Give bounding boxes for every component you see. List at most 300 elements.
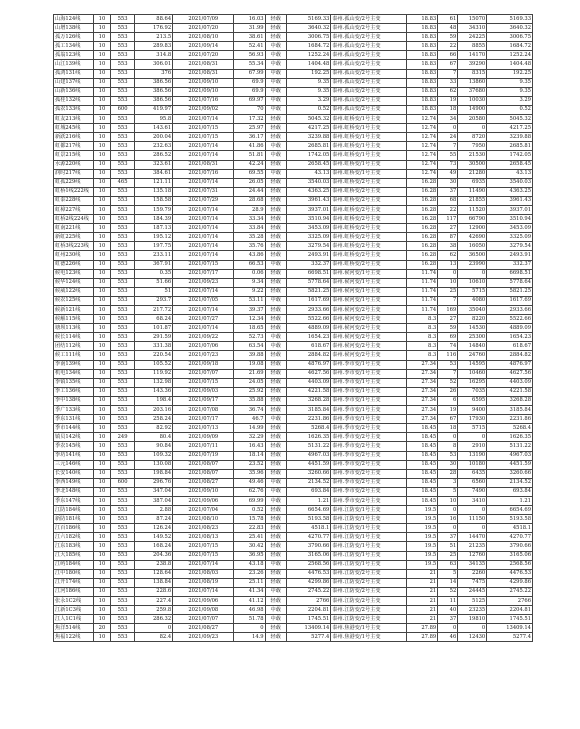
cell-load-rate: 46.7 xyxy=(234,415,265,424)
cell-transformer-load: 27.89 xyxy=(407,633,438,642)
table-row xyxy=(54,78,533,87)
cell-transformer-load: 21 xyxy=(407,606,438,615)
cell-available-capacity: 1742.05 xyxy=(286,151,331,160)
cell-line-name: 季北148线 xyxy=(54,487,94,496)
cell-line-name: 季南139线 xyxy=(54,360,94,369)
cell-voltage: 10 xyxy=(94,606,111,615)
cell-user-capacity: 7475 xyxy=(458,578,487,587)
cell-load-rate: 31.99 xyxy=(234,24,265,33)
cell-max-load: 220.54 xyxy=(135,351,173,360)
cell-load-status: 中载 xyxy=(265,60,286,69)
cell-date: 2021/07/31 xyxy=(173,187,234,196)
cell-transformer: 泰州.季市变/2号主变 xyxy=(331,496,407,505)
cell-available-capacity: 5131.22 xyxy=(286,442,331,451)
cell-rated-capacity: 553 xyxy=(110,306,135,315)
cell-load-rate: 16.03 xyxy=(234,15,265,24)
cell-user-count: 52 xyxy=(438,587,458,596)
cell-transformer: 泰州.江防变/1号主变 xyxy=(331,551,407,560)
cell-date: 2021/09/02 xyxy=(173,105,234,114)
cell-transformer-load: 21 xyxy=(407,597,438,606)
cell-transformer-load: 19.5 xyxy=(407,533,438,542)
cell-transformer: 泰州.季市变/1号主变 xyxy=(331,369,407,378)
cell-voltage: 10 xyxy=(94,33,111,42)
cell-user-capacity: 3410 xyxy=(458,496,487,505)
cell-voltage: 10 xyxy=(94,169,111,178)
cell-user-count: 5 xyxy=(438,487,458,496)
cell-transformer-load: 27.34 xyxy=(407,369,438,378)
cell-transformer: 泰州.候河变/2号主变 xyxy=(331,315,407,324)
cell-load-status: 轻载 xyxy=(265,115,286,124)
cell-rated-capacity: 553 xyxy=(110,315,135,324)
cell-voltage: 10 xyxy=(94,196,111,205)
cell-spare-capacity: 5268.4 xyxy=(487,424,533,433)
table-row xyxy=(54,169,533,178)
cell-user-count: 22 xyxy=(438,205,458,214)
cell-user-count: 0 xyxy=(438,269,458,278)
cell-user-count: 28 xyxy=(438,469,458,478)
cell-load-status: 中载 xyxy=(265,296,286,305)
cell-voltage: 10 xyxy=(94,415,111,424)
cell-line-name: 季中138线 xyxy=(54,396,94,405)
cell-available-capacity: 4876.97 xyxy=(286,360,331,369)
cell-load-rate: 35.88 xyxy=(234,396,265,405)
cell-rated-capacity: 553 xyxy=(110,42,135,51)
cell-load-status: 轻载 xyxy=(265,442,286,451)
cell-transformer-load: 18.83 xyxy=(407,24,438,33)
cell-load-status: 中载 xyxy=(265,169,286,178)
cell-rated-capacity: 553 xyxy=(110,269,135,278)
cell-voltage: 10 xyxy=(94,597,111,606)
cell-spare-capacity: 4518.1 xyxy=(487,524,533,533)
cell-spare-capacity: 2766 xyxy=(487,597,533,606)
cell-user-capacity: 0 xyxy=(458,433,487,442)
cell-available-capacity: 3325.09 xyxy=(286,233,331,242)
cell-load-status: 中载 xyxy=(265,478,286,487)
cell-transformer: 泰州.焦港变/1号主变 xyxy=(331,633,407,642)
cell-load-status: 中载 xyxy=(265,105,286,114)
cell-load-rate: 46.98 xyxy=(234,606,265,615)
cell-rated-capacity: 553 xyxy=(110,87,135,96)
cell-max-load: 384.61 xyxy=(135,169,173,178)
cell-available-capacity: 5193.58 xyxy=(286,515,331,524)
cell-user-count: 74 xyxy=(438,342,458,351)
cell-date: 2021/09/08 xyxy=(173,606,234,615)
cell-spare-capacity: 1626.35 xyxy=(487,433,533,442)
cell-user-count: 61 xyxy=(438,15,458,24)
cell-rated-capacity: 553 xyxy=(110,624,135,633)
cell-user-capacity: 23235 xyxy=(458,606,487,615)
cell-voltage: 10 xyxy=(94,96,111,105)
cell-max-load: 121.11 xyxy=(135,178,173,187)
cell-user-capacity: 0 xyxy=(458,124,487,133)
cell-voltage: 10 xyxy=(94,296,111,305)
cell-user-count: 52 xyxy=(438,378,458,387)
cell-load-status: 轻载 xyxy=(265,396,286,405)
cell-date: 2021/07/14 xyxy=(173,242,234,251)
cell-voltage: 10 xyxy=(94,533,111,542)
cell-voltage: 10 xyxy=(94,115,111,124)
cell-rated-capacity: 553 xyxy=(110,160,135,169)
cell-load-rate: 69.9 xyxy=(234,78,265,87)
cell-user-capacity: 21530 xyxy=(458,151,487,160)
table-row xyxy=(54,396,533,405)
cell-date: 2021/07/19 xyxy=(173,451,234,460)
cell-user-capacity: 8315 xyxy=(458,69,487,78)
cell-transformer-load: 12.74 xyxy=(407,169,438,178)
cell-transformer-load: 16.28 xyxy=(407,233,438,242)
cell-rated-capacity: 553 xyxy=(110,60,135,69)
cell-available-capacity: 1654.23 xyxy=(286,333,331,342)
cell-max-load: 159.79 xyxy=(135,205,173,214)
cell-available-capacity: 2493.91 xyxy=(286,251,331,260)
cell-user-count: 87 xyxy=(438,233,458,242)
cell-voltage: 10 xyxy=(94,24,111,33)
cell-spare-capacity: 3790.66 xyxy=(487,542,533,551)
cell-voltage: 10 xyxy=(94,260,111,269)
cell-transformer-load: 18.45 xyxy=(407,433,438,442)
cell-date: 2021/07/07 xyxy=(173,369,234,378)
cell-voltage: 10 xyxy=(94,406,111,415)
cell-line-name: 虹景215线 xyxy=(54,151,94,160)
table-row xyxy=(54,233,533,242)
cell-transformer: 泰州.孤山变/2号主变 xyxy=(331,105,407,114)
cell-rated-capacity: 553 xyxy=(110,569,135,578)
cell-line-name: 虹德226线 xyxy=(54,260,94,269)
cell-transformer-load: 18.83 xyxy=(407,33,438,42)
cell-available-capacity: 3540.03 xyxy=(286,178,331,187)
cell-transformer-load: 11.74 xyxy=(407,278,438,287)
cell-date: 2021/09/03 xyxy=(173,387,234,396)
cell-spare-capacity: 1252.24 xyxy=(487,51,533,60)
cell-available-capacity: 5522.66 xyxy=(286,315,331,324)
cell-line-name: 江新1C3线 xyxy=(54,606,94,615)
cell-spare-capacity: 693.84 xyxy=(487,487,533,496)
cell-date: 2021/07/15 xyxy=(173,542,234,551)
cell-transformer-load: 27.34 xyxy=(407,378,438,387)
cell-spare-capacity: 3260.66 xyxy=(487,469,533,478)
cell-load-status: 中载 xyxy=(265,487,286,496)
cell-load-status: 轻载 xyxy=(265,205,286,214)
cell-voltage: 10 xyxy=(94,78,111,87)
cell-voltage: 10 xyxy=(94,633,111,642)
cell-line-name: 候工111线 xyxy=(54,351,94,360)
cell-date: 2021/08/31 xyxy=(173,69,234,78)
cell-date: 2021/07/15 xyxy=(173,551,234,560)
cell-max-load: 126.24 xyxy=(135,524,173,533)
cell-transformer: 泰州.季市变/1号主变 xyxy=(331,415,407,424)
cell-load-status: 轻载 xyxy=(265,469,286,478)
cell-voltage: 10 xyxy=(94,378,111,387)
cell-rated-capacity: 249 xyxy=(110,433,135,442)
cell-user-count: 18 xyxy=(438,424,458,433)
cell-max-load: 286.52 xyxy=(135,151,173,160)
cell-user-capacity: 7490 xyxy=(458,487,487,496)
cell-rated-capacity: 553 xyxy=(110,151,135,160)
cell-line-name: 季农145线 xyxy=(54,442,94,451)
cell-transformer: 泰州.虹桥变/2号主变 xyxy=(331,224,407,233)
cell-line-name: 江六182线 xyxy=(54,533,94,542)
cell-line-name: 虹桥1线222线 xyxy=(54,187,94,196)
cell-voltage: 10 xyxy=(94,133,111,142)
cell-rated-capacity: 553 xyxy=(110,587,135,596)
cell-spare-capacity: 1684.72 xyxy=(487,42,533,51)
cell-load-status: 中载 xyxy=(265,96,286,105)
cell-max-load: 88.64 xyxy=(135,15,173,24)
cell-max-load: 238.8 xyxy=(135,560,173,569)
cell-load-status: 中载 xyxy=(265,142,286,151)
cell-date: 2021/08/23 xyxy=(173,524,234,533)
cell-voltage: 10 xyxy=(94,324,111,333)
cell-max-load: 258.24 xyxy=(135,415,173,424)
table-row xyxy=(54,415,533,424)
cell-available-capacity: 3790.66 xyxy=(286,542,331,551)
cell-voltage: 10 xyxy=(94,587,111,596)
cell-user-capacity: 14470 xyxy=(458,533,487,542)
cell-load-rate: 66.53 xyxy=(234,260,265,269)
cell-user-capacity: 24760 xyxy=(458,351,487,360)
table-row xyxy=(54,187,533,196)
cell-load-rate: 30.42 xyxy=(234,542,265,551)
cell-rated-capacity: 553 xyxy=(110,396,135,405)
cell-spare-capacity: 4476.53 xyxy=(487,569,533,578)
table-row xyxy=(54,387,533,396)
cell-load-rate: 25.92 xyxy=(234,387,265,396)
cell-max-load: 386.56 xyxy=(135,96,173,105)
cell-user-count: 16 xyxy=(438,515,458,524)
cell-voltage: 10 xyxy=(94,269,111,278)
cell-rated-capacity: 553 xyxy=(110,196,135,205)
cell-user-count: 48 xyxy=(438,24,458,33)
cell-user-count: 37 xyxy=(438,187,458,196)
cell-user-count: 68 xyxy=(438,196,458,205)
cell-max-load: 168.24 xyxy=(135,542,173,551)
cell-spare-capacity: 2745.22 xyxy=(487,587,533,596)
cell-date: 2021/07/29 xyxy=(173,196,234,205)
cell-transformer-load: 12.74 xyxy=(407,133,438,142)
table-row xyxy=(54,433,533,442)
cell-spare-capacity: 1404.48 xyxy=(487,60,533,69)
cell-user-capacity: 30500 xyxy=(458,160,487,169)
cell-rated-capacity: 553 xyxy=(110,460,135,469)
cell-line-name: 江大185线 xyxy=(54,551,94,560)
cell-user-capacity: 66790 xyxy=(458,215,487,224)
cell-date: 2021/07/14 xyxy=(173,224,234,233)
cell-load-rate: 51.81 xyxy=(234,151,265,160)
cell-rated-capacity: 553 xyxy=(110,424,135,433)
cell-load-rate: 12.34 xyxy=(234,315,265,324)
cell-line-name: 塘坝113线 xyxy=(54,324,94,333)
cell-available-capacity: 3937.01 xyxy=(286,205,331,214)
cell-date: 2021/08/10 xyxy=(173,33,234,42)
cell-spare-capacity: 3006.75 xyxy=(487,33,533,42)
cell-date: 2021/09/23 xyxy=(173,633,234,642)
cell-available-capacity: 2685.81 xyxy=(286,142,331,151)
cell-voltage: 10 xyxy=(94,460,111,469)
cell-available-capacity: 9.35 xyxy=(286,87,331,96)
cell-available-capacity: 6698.51 xyxy=(286,269,331,278)
cell-user-count: 14 xyxy=(438,578,458,587)
cell-load-status: 轻载 xyxy=(265,424,286,433)
cell-load-rate: 36.74 xyxy=(234,406,265,415)
cell-transformer: 泰州.虹桥变/2号主变 xyxy=(331,215,407,224)
table-row xyxy=(54,315,533,324)
cell-rated-capacity: 553 xyxy=(110,606,135,615)
cell-date: 2021/07/20 xyxy=(173,51,234,60)
cell-spare-capacity: 2933.66 xyxy=(487,306,533,315)
cell-max-load: 130.08 xyxy=(135,460,173,469)
cell-voltage: 10 xyxy=(94,351,111,360)
cell-spare-capacity: 3453.09 xyxy=(487,224,533,233)
cell-transformer: 泰州.季市变/2号主变 xyxy=(331,487,407,496)
cell-available-capacity: 1404.48 xyxy=(286,60,331,69)
cell-date: 2021/08/13 xyxy=(173,533,234,542)
cell-load-status: 轻载 xyxy=(265,187,286,196)
cell-transformer: 泰州.虹桥变/1号主变 xyxy=(331,133,407,142)
cell-transformer: 泰州.孤山变/2号主变 xyxy=(331,69,407,78)
cell-spare-capacity: 2568.56 xyxy=(487,560,533,569)
cell-transformer-load: 18.45 xyxy=(407,451,438,460)
cell-rated-capacity: 553 xyxy=(110,251,135,260)
cell-user-count: 25 xyxy=(438,551,458,560)
cell-rated-capacity: 553 xyxy=(110,333,135,342)
cell-voltage: 10 xyxy=(94,496,111,505)
cell-date: 2021/07/14 xyxy=(173,287,234,296)
cell-load-status: 轻载 xyxy=(265,433,286,442)
cell-transformer-load: 18.83 xyxy=(407,105,438,114)
cell-load-rate: 35.28 xyxy=(234,233,265,242)
cell-user-capacity: 17930 xyxy=(458,415,487,424)
cell-user-count: 3 xyxy=(438,478,458,487)
cell-load-rate: 19.08 xyxy=(234,360,265,369)
cell-line-name: 候新121线 xyxy=(54,306,94,315)
cell-date: 2021/09/10 xyxy=(173,487,234,496)
cell-transformer-load: 11.74 xyxy=(407,269,438,278)
cell-user-capacity: 4080 xyxy=(458,296,487,305)
cell-user-count: 55 xyxy=(438,151,458,160)
cell-transformer-load: 18.45 xyxy=(407,487,438,496)
cell-date: 2021/08/03 xyxy=(173,569,234,578)
cell-line-name: 候华124线 xyxy=(54,278,94,287)
cell-transformer: 泰州.虹桥变/2号主变 xyxy=(331,242,407,251)
cell-line-name: 山新136线 xyxy=(54,87,94,96)
cell-transformer-load: 19.5 xyxy=(407,560,438,569)
cell-user-capacity: 8855 xyxy=(458,42,487,51)
cell-user-capacity: 0 xyxy=(458,624,487,633)
cell-user-count: 30 xyxy=(438,178,458,187)
cell-max-load: 143.36 xyxy=(135,387,173,396)
table-row xyxy=(54,133,533,142)
cell-user-capacity: 14530 xyxy=(458,324,487,333)
cell-voltage: 10 xyxy=(94,369,111,378)
cell-date: 2021/07/14 xyxy=(173,142,234,151)
cell-load-rate: 18.65 xyxy=(234,324,265,333)
cell-load-rate: 0.06 xyxy=(234,269,265,278)
cell-max-load: 138.84 xyxy=(135,578,173,587)
cell-date: 2021/07/07 xyxy=(173,615,234,624)
cell-voltage: 10 xyxy=(94,424,111,433)
cell-load-status: 轻载 xyxy=(265,387,286,396)
table-row xyxy=(54,597,533,606)
cell-load-rate: 62.76 xyxy=(234,487,265,496)
table-row xyxy=(54,278,533,287)
cell-transformer: 泰州.孤山变/2号主变 xyxy=(331,24,407,33)
cell-rated-capacity: 553 xyxy=(110,224,135,233)
cell-transformer: 泰州.候河变/1号主变 xyxy=(331,269,407,278)
cell-load-rate: 28.68 xyxy=(234,196,265,205)
cell-load-rate: 69.55 xyxy=(234,169,265,178)
cell-voltage: 10 xyxy=(94,242,111,251)
cell-line-name: 山江139线 xyxy=(54,60,94,69)
cell-user-capacity: 16050 xyxy=(458,242,487,251)
table-row xyxy=(54,287,533,296)
cell-load-rate: 41.34 xyxy=(234,587,265,596)
cell-load-rate: 69.9 xyxy=(234,87,265,96)
cell-load-status: 轻载 xyxy=(265,33,286,42)
cell-user-count: 66 xyxy=(438,51,458,60)
cell-load-status: 轻载 xyxy=(265,524,286,533)
cell-transformer: 泰州.虹桥变/2号主变 xyxy=(331,205,407,214)
cell-max-load: 227.4 xyxy=(135,597,173,606)
cell-available-capacity: 43.13 xyxy=(286,169,331,178)
cell-spare-capacity: 2493.91 xyxy=(487,251,533,260)
table-row xyxy=(54,406,533,415)
cell-user-capacity: 5715 xyxy=(458,287,487,296)
table-row xyxy=(54,569,533,578)
cell-user-count: 30 xyxy=(438,460,458,469)
cell-rated-capacity: 553 xyxy=(110,378,135,387)
cell-user-capacity: 8720 xyxy=(458,133,487,142)
cell-rated-capacity: 553 xyxy=(110,515,135,524)
cell-transformer: 泰州.江防变/2号主变 xyxy=(331,597,407,606)
cell-date: 2021/08/07 xyxy=(173,469,234,478)
cell-load-status: 轻载 xyxy=(265,460,286,469)
cell-available-capacity: 2933.66 xyxy=(286,306,331,315)
cell-user-count: 8 xyxy=(438,442,458,451)
cell-rated-capacity: 553 xyxy=(110,487,135,496)
cell-load-rate: 39.37 xyxy=(234,306,265,315)
cell-transformer: 泰州.江防变/1号主变 xyxy=(331,560,407,569)
cell-line-name: 焦福122线 xyxy=(54,633,94,642)
cell-line-name: 水源220线 xyxy=(54,160,94,169)
cell-available-capacity: 3185.84 xyxy=(286,406,331,415)
cell-line-name: 长安140线 xyxy=(54,469,94,478)
cell-transformer: 泰州.季市变/2号主变 xyxy=(331,442,407,451)
cell-transformer-load: 16.28 xyxy=(407,178,438,187)
cell-transformer-load: 18.45 xyxy=(407,478,438,487)
cell-rated-capacity: 553 xyxy=(110,496,135,505)
cell-line-name: 季东131线 xyxy=(54,415,94,424)
cell-load-rate: 63.54 xyxy=(234,342,265,351)
cell-date: 2021/09/18 xyxy=(173,360,234,369)
table-row xyxy=(54,560,533,569)
cell-transformer-load: 8.3 xyxy=(407,315,438,324)
cell-user-capacity: 0 xyxy=(458,506,487,515)
cell-line-name: 季坊141线 xyxy=(54,451,94,460)
cell-user-count: 7 xyxy=(438,296,458,305)
cell-line-name: 江人1C1线 xyxy=(54,615,94,624)
cell-available-capacity: 9.35 xyxy=(286,78,331,87)
table-row xyxy=(54,524,533,533)
cell-transformer-load: 18.83 xyxy=(407,51,438,60)
cell-user-capacity: 10180 xyxy=(458,460,487,469)
cell-date: 2021/08/19 xyxy=(173,578,234,587)
cell-voltage: 10 xyxy=(94,87,111,96)
table-row xyxy=(54,224,533,233)
cell-transformer-load: 18.83 xyxy=(407,69,438,78)
cell-spare-capacity: 3239.88 xyxy=(487,133,533,142)
cell-user-count: 19 xyxy=(438,406,458,415)
cell-load-rate: 24.05 xyxy=(234,378,265,387)
